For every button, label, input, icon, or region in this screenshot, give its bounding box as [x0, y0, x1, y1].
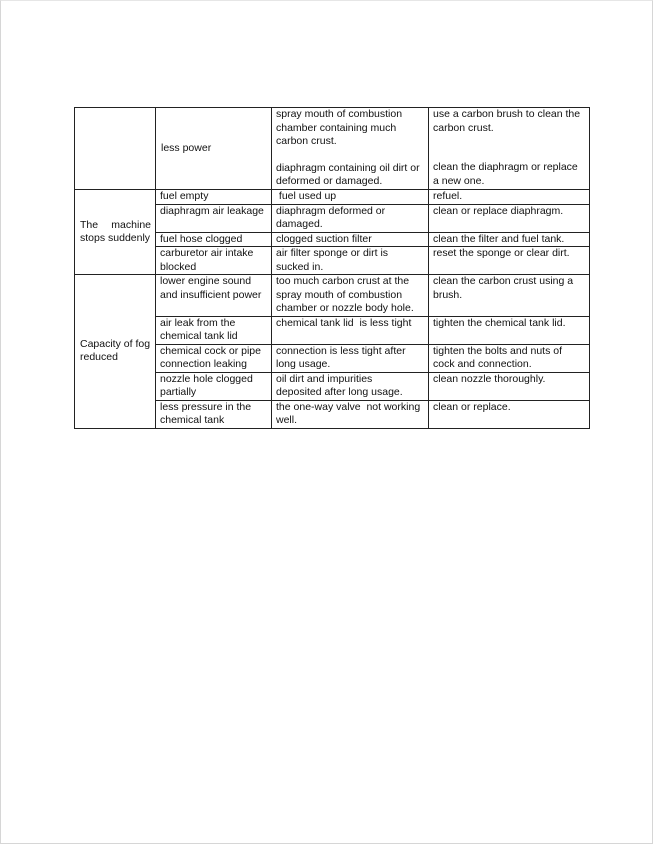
remedy-cell — [429, 247, 590, 275]
cause-text: fuel hose clogged — [160, 232, 243, 245]
cause-text: less pressure in the — [160, 400, 252, 413]
remedy-text: clean or replace. — [433, 400, 511, 413]
analysis-text: deposited after long usage. — [276, 386, 403, 398]
analysis-text: connection is less tight after — [276, 344, 406, 357]
remedy-text: refuel. — [433, 190, 463, 202]
cause-text: chemical tank — [160, 414, 225, 426]
analysis-text: spray mouth of combustion — [276, 288, 403, 301]
cause-text: chemical tank lid — [160, 330, 238, 342]
cause-cell — [156, 204, 272, 232]
analysis-text: spray mouth of combustion — [276, 108, 403, 120]
analysis-cell — [272, 204, 429, 232]
cause-cell — [156, 275, 272, 317]
remedy-text: clean or replace diaphragm. — [433, 204, 564, 217]
analysis-text: well. — [276, 414, 298, 426]
analysis-text: diaphragm containing oil dirt or — [276, 161, 420, 174]
remedy-text: clean nozzle thoroughly. — [433, 372, 546, 385]
cause-cell — [156, 247, 272, 275]
cause-text: connection leaking — [160, 358, 247, 370]
remedy-text: reset the sponge or clear dirt. — [433, 247, 570, 259]
fault-text: reduced — [80, 351, 118, 364]
table-row — [75, 275, 590, 317]
remedy-text: a new one. — [433, 174, 485, 187]
remedy-cell — [429, 190, 590, 205]
remedy-text: clean the carbon crust using a — [433, 275, 574, 287]
cause-text: lower engine sound — [160, 275, 252, 287]
analysis-cell — [272, 275, 429, 317]
fault-text: Capacity of fog — [80, 337, 151, 350]
cause-cell — [156, 400, 272, 428]
cause-cell — [156, 344, 272, 372]
table-row — [75, 108, 590, 190]
remedy-cell — [429, 344, 590, 372]
analysis-text: long usage. — [276, 358, 331, 370]
remedy-cell — [429, 108, 590, 190]
remedy-text: tighten the bolts and nuts of — [433, 344, 563, 357]
analysis-cell — [272, 400, 429, 428]
remedy-cell — [429, 372, 590, 400]
remedy-text: use a carbon brush to clean the — [433, 108, 581, 120]
analysis-text: damaged. — [276, 218, 323, 230]
fault-text: stops suddenly — [80, 232, 151, 244]
table-row — [75, 190, 590, 205]
cause-text: less power — [161, 141, 212, 154]
fault-cell — [75, 190, 156, 275]
analysis-text: chemical tank lid is less tight — [276, 316, 412, 329]
cause-text: blocked — [160, 260, 197, 273]
analysis-text: fuel used up — [276, 190, 337, 202]
cause-text: partially — [160, 386, 197, 398]
remedy-cell — [429, 316, 590, 344]
analysis-text: chamber or nozzle body hole. — [276, 302, 414, 314]
analysis-text: the one-way valve not working — [276, 400, 421, 413]
cause-cell — [156, 190, 272, 205]
analysis-cell — [272, 372, 429, 400]
analysis-cell — [272, 232, 429, 247]
troubleshooting-table — [74, 107, 590, 429]
remedy-cell — [429, 400, 590, 428]
remedy-spacer — [433, 135, 585, 148]
analysis-text: carbon crust. — [276, 135, 337, 147]
remedy-text: cock and connection. — [433, 358, 532, 370]
fault-cell — [75, 275, 156, 429]
cause-text: chemical cock or pipe — [160, 344, 261, 357]
remedy-cell — [429, 275, 590, 317]
analysis-text: chamber containing much — [276, 121, 397, 134]
fault-text: The machine — [80, 218, 151, 231]
cause-text: and insufficient power — [160, 288, 262, 301]
fault-cell-empty — [75, 108, 156, 190]
cause-cell — [156, 108, 272, 190]
remedy-text: clean the diaphragm or replace — [433, 161, 578, 173]
analysis-text: sucked in. — [276, 260, 324, 273]
analysis-cell — [272, 316, 429, 344]
remedy-cell — [429, 232, 590, 247]
analysis-text: diaphragm deformed or — [276, 204, 386, 217]
remedy-text: tighten the chemical tank lid. — [433, 316, 566, 329]
analysis-cell — [272, 247, 429, 275]
analysis-text: too much carbon crust at the — [276, 275, 410, 287]
analysis-text: deformed or damaged. — [276, 175, 383, 187]
remedy-text: brush. — [433, 288, 463, 301]
analysis-spacer — [276, 149, 424, 162]
analysis-text: clogged suction filter — [276, 232, 372, 245]
cause-text: diaphragm air leakage — [160, 204, 264, 217]
analysis-cell — [272, 108, 429, 190]
cause-cell — [156, 316, 272, 344]
remedy-text: clean the filter and fuel tank. — [433, 232, 565, 245]
cause-cell — [156, 232, 272, 247]
cause-text: air leak from the — [160, 316, 236, 329]
cause-text: carburetor air intake — [160, 247, 254, 259]
analysis-cell — [272, 190, 429, 205]
remedy-spacer — [433, 148, 585, 161]
remedy-cell — [429, 204, 590, 232]
cause-text: fuel empty — [160, 190, 209, 202]
cause-text: nozzle hole clogged — [160, 372, 253, 385]
remedy-text: carbon crust. — [433, 121, 494, 134]
cause-cell — [156, 372, 272, 400]
analysis-text: air filter sponge or dirt is — [276, 247, 389, 259]
analysis-text: oil dirt and impurities — [276, 372, 373, 385]
analysis-cell — [272, 344, 429, 372]
